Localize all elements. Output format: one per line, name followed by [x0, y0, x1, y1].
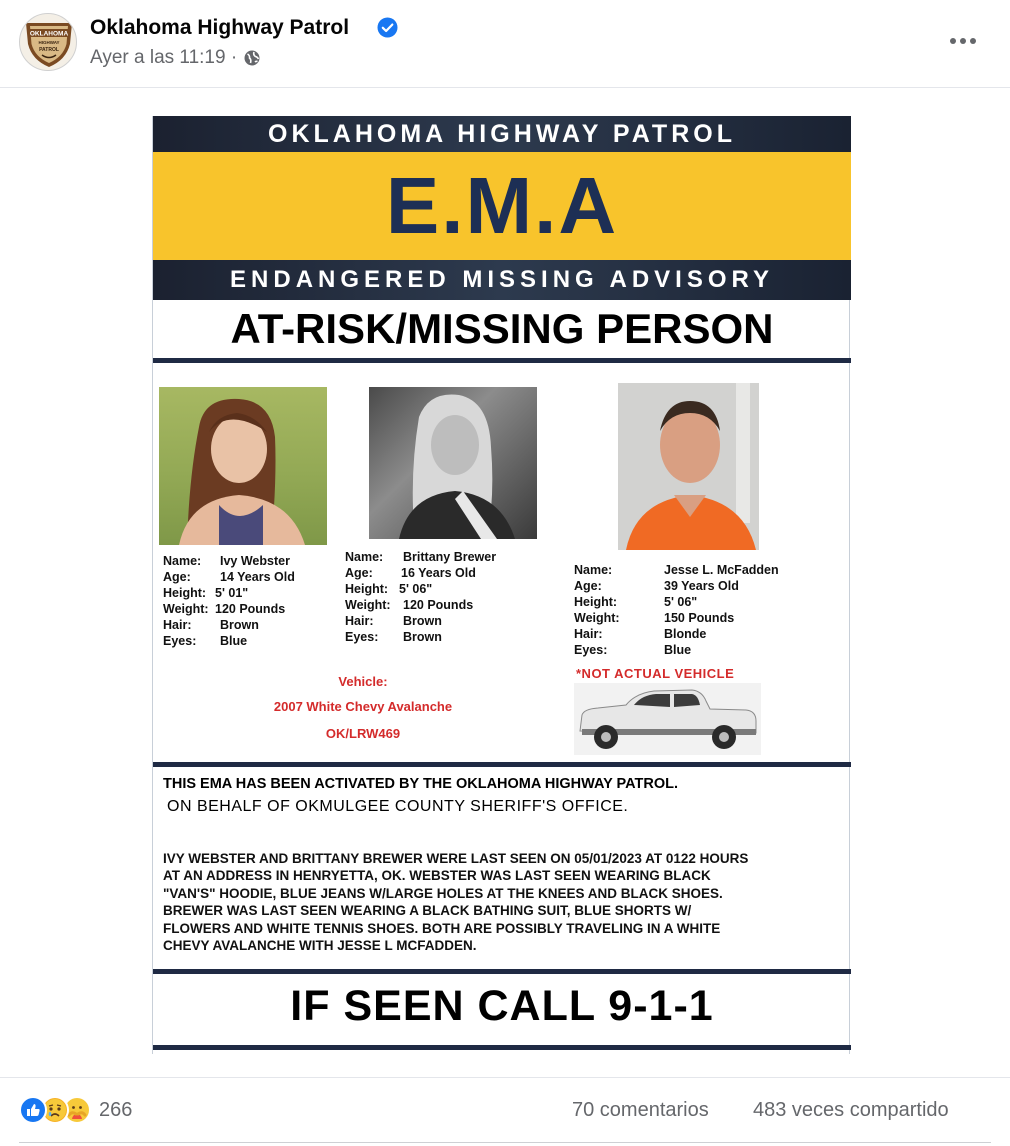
- person-info-2: [345, 549, 496, 645]
- narrative-line: "VAN'S" HOODIE, BLUE JEANS W/LARGE HOLES AT THE KNEES AND BLACK SHOES.: [163, 885, 723, 901]
- not-actual-vehicle-note: *NOT ACTUAL VEHICLE: [576, 666, 735, 681]
- shares-count-link[interactable]: 483 veces compartido: [753, 1099, 949, 1121]
- divider: [153, 358, 851, 363]
- photo-ivy-webster: [159, 387, 327, 545]
- narrative-line: BREWER WAS LAST SEEN WEARING A BLACK BATHING SUIT, BLUE SHORTS W/: [163, 903, 692, 919]
- field-label: Hair:: [163, 618, 192, 632]
- field-value: Brown: [403, 614, 442, 628]
- dot-icon: [950, 38, 956, 44]
- field-value: 150 Pounds: [664, 611, 735, 625]
- field-label: Height:: [574, 595, 618, 609]
- divider: [153, 969, 851, 974]
- field-value: 5' 01": [215, 586, 249, 600]
- field-label: Hair:: [574, 627, 603, 641]
- field-label: Eyes:: [163, 634, 197, 648]
- missing-person-flyer: [152, 116, 850, 1054]
- pickup-truck-icon: [574, 683, 761, 755]
- field-label: Height:: [345, 582, 389, 596]
- verified-badge-icon: [377, 17, 398, 38]
- field-label: Age:: [163, 570, 191, 584]
- field-value: Brown: [403, 630, 442, 644]
- field-value: Ivy Webster: [220, 554, 290, 568]
- narrative-line: FLOWERS AND WHITE TENNIS SHOES. BOTH ARE POSSIBLY TRAVELING IN A WHITE: [163, 920, 721, 936]
- field-label: Name:: [163, 554, 202, 568]
- photo-jesse-mcfadden: [618, 383, 759, 550]
- footer-divider: [19, 1142, 991, 1143]
- reactions-summary[interactable]: [19, 1096, 132, 1124]
- dot-icon: [960, 38, 966, 44]
- behalf-statement: ON BEHALF OF OKMULGEE COUNTY SHERIFF'S OFFICE.: [167, 798, 629, 815]
- person-info-3: [574, 562, 779, 658]
- highway-patrol-badge-icon: [20, 14, 77, 71]
- field-value: 16 Years Old: [401, 566, 476, 580]
- comments-count-link[interactable]: 70 comentarios: [572, 1099, 709, 1121]
- post-image[interactable]: [0, 89, 1010, 1076]
- field-value: 39 Years Old: [664, 579, 739, 593]
- more-options-button[interactable]: [940, 24, 986, 58]
- post-header: [0, 0, 1010, 88]
- divider: [153, 762, 851, 767]
- field-label: Height:: [163, 586, 207, 600]
- narrative-line: IVY WEBSTER AND BRITTANY BREWER WERE LAST SEEN ON 05/01/2023 AT 0122 HOURS: [163, 851, 749, 866]
- vehicle-image: [574, 683, 761, 755]
- field-value: Blue: [220, 634, 248, 648]
- narrative-line: CHEVY AVALANCHE WITH JESSE L MCFADDEN.: [163, 938, 477, 954]
- avatar-text-3: PATROL: [39, 47, 59, 53]
- divider: [153, 1045, 851, 1050]
- post-timestamp-line: [90, 47, 261, 69]
- field-label: Weight:: [574, 611, 620, 625]
- avatar-text-2: HIGHWAY: [38, 40, 60, 45]
- photo-brittany-brewer: [369, 387, 537, 539]
- field-value: 5' 06": [664, 595, 698, 609]
- field-label: Name:: [574, 563, 613, 577]
- post-footer: [0, 1077, 1010, 1146]
- reaction-count: 266: [99, 1098, 133, 1121]
- avatar-text-1: OKLAHOMA: [29, 30, 69, 38]
- field-label: Hair:: [345, 614, 374, 628]
- dot-icon: [970, 38, 976, 44]
- activation-statement: THIS EMA HAS BEEN ACTIVATED BY THE OKLAHOMA HIGHWAY PATROL.: [163, 776, 679, 792]
- flyer-agency: OKLAHOMA HIGHWAY PATROL: [153, 116, 851, 152]
- field-label: Age:: [574, 579, 602, 593]
- page-name[interactable]: Oklahoma Highway Patrol: [90, 16, 350, 39]
- field-value: 120 Pounds: [215, 602, 286, 616]
- field-label: Weight:: [345, 598, 391, 612]
- incident-narrative: [163, 850, 848, 954]
- field-label: Eyes:: [345, 630, 379, 644]
- flyer-acronym: E.M.A: [153, 152, 851, 260]
- call-to-action: IF SEEN CALL 9-1-1: [290, 982, 714, 1030]
- field-label: Name:: [345, 550, 384, 564]
- post-timestamp[interactable]: Ayer a las 11:19 ·: [90, 47, 238, 68]
- field-value: 5' 06": [399, 582, 433, 596]
- vehicle-description: 2007 White Chevy Avalanche: [273, 699, 453, 714]
- field-value: Blonde: [664, 627, 707, 641]
- page-avatar[interactable]: [19, 13, 77, 71]
- field-value: Brown: [220, 618, 259, 632]
- field-label: Eyes:: [574, 643, 608, 657]
- flyer-headline: AT-RISK/MISSING PERSON: [230, 305, 774, 352]
- field-value: Blue: [664, 643, 692, 657]
- vehicle-plate: OK/LRW469: [325, 726, 401, 741]
- person-info-1: [163, 553, 295, 649]
- field-value: Jesse L. McFadden: [664, 563, 779, 577]
- narrative-line: AT AN ADDRESS IN HENRYETTA, OK. WEBSTER WAS LAST SEEN WEARING BLACK: [163, 868, 711, 884]
- field-value: 120 Pounds: [403, 598, 474, 612]
- field-value: 14 Years Old: [220, 570, 295, 584]
- flyer-advisory: ENDANGERED MISSING ADVISORY: [153, 260, 851, 300]
- like-reaction-icon: [19, 1096, 47, 1124]
- field-label: Weight:: [163, 602, 209, 616]
- vehicle-label: Vehicle:: [338, 674, 388, 689]
- field-label: Age:: [345, 566, 373, 580]
- field-value: Brittany Brewer: [403, 550, 497, 564]
- globe-icon: [243, 49, 261, 67]
